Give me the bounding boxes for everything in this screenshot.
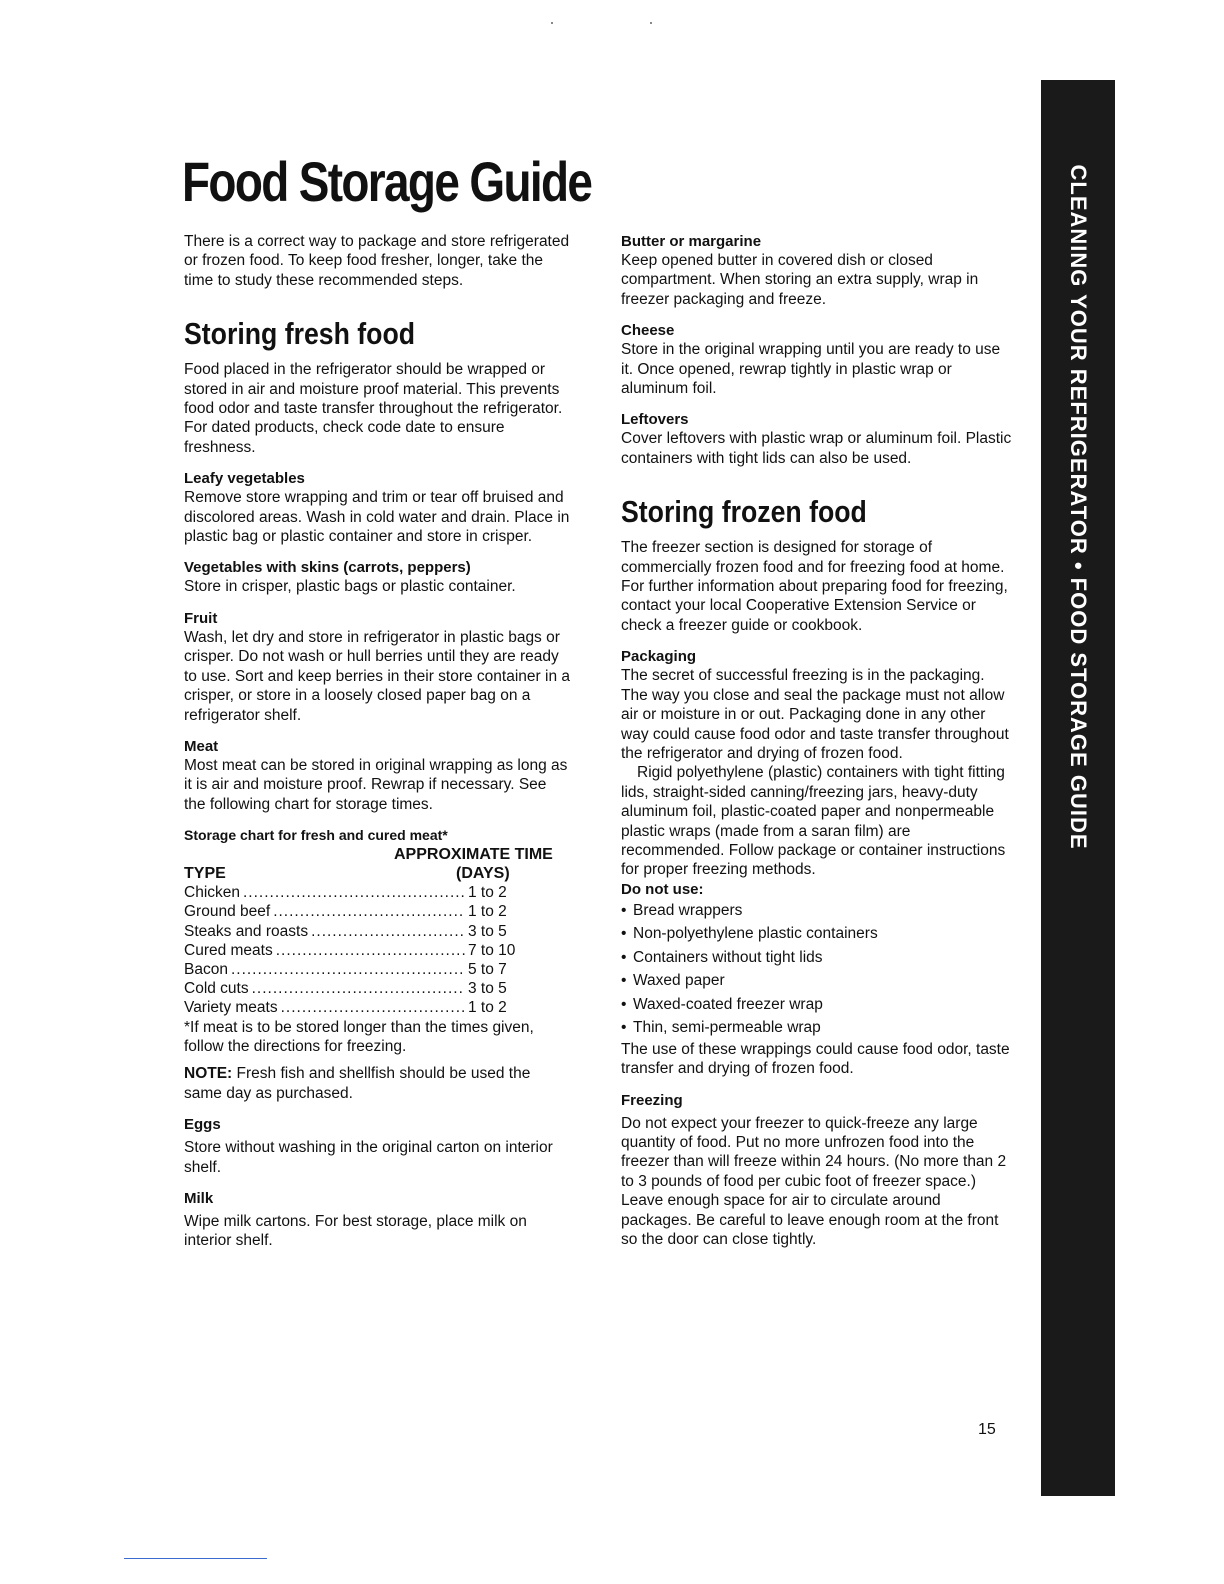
- scan-speck: [650, 22, 652, 24]
- meat-type: Cold cuts: [184, 980, 249, 998]
- eggs-text: Store without washing in the original carton on interior shelf.: [184, 1139, 553, 1176]
- type-header: TYPE: [184, 865, 226, 883]
- fruit-heading: Fruit: [184, 609, 218, 627]
- packaging-text-2: Rigid polyethylene (plastic) containers with tight fitting lids, straight-sided canning/freezing jars, heavy-duty aluminum foil, plastic-coated paper and nonpermeable plastic wraps (made from a saran film) are recommended. Follow package or container instructions for proper freezing methods.: [621, 764, 1006, 879]
- meat-type: Cured meats: [184, 941, 273, 959]
- list-item: • Non-polyethylene plastic containers: [621, 925, 878, 943]
- butter-text: Keep opened butter in covered dish or closed compartment. When storing an extra supply, wrap in freezer packaging and freeze.: [621, 252, 979, 308]
- cheese-heading: Cheese: [621, 322, 675, 340]
- storage-days: 1 to 2: [468, 999, 507, 1017]
- vegetables-with-skins-heading: Vegetables with skins (carrots, peppers): [184, 559, 471, 577]
- meat-type: Steaks and roasts: [184, 922, 309, 940]
- note-text: [184, 1064, 572, 1103]
- list-item: • Bread wrappers: [621, 901, 743, 919]
- scan-speck: [551, 22, 553, 24]
- storage-days: 3 to 5: [468, 980, 507, 998]
- table-row: [184, 979, 514, 998]
- packaging-heading: Packaging: [621, 648, 697, 666]
- left-column: [184, 232, 572, 1251]
- table-row: [184, 998, 514, 1017]
- storage-days: 7 to 10: [468, 941, 516, 959]
- leafy-vegetables-text: Remove store wrapping and trim or tear off bruised and discolored areas. Wash in cold water and drain. Place in plastic bag or plastic container and store in crisper.: [184, 489, 570, 546]
- leftovers-text: Cover leftovers with plastic wrap or aluminum foil. Plastic containers with tight lids can also be used.: [621, 430, 1012, 467]
- freezing-text: Do not expect your freezer to quick-freeze any large quantity of food. Put no more unfrozen food into the freezer than will freeze within 24 hours. (No more than 2 to 3 pounds of food per cubic foot of freezer space.) Leave enough space for air to circulate around packages. Be careful to leave enough room at the front so the door can close tightly.: [621, 1114, 1007, 1248]
- intro-text: There is a correct way to package and store refrigerated or frozen food. To keep food fresher, longer, take the time to study these recommended steps.: [184, 233, 570, 289]
- meat-type: Bacon: [184, 960, 228, 978]
- fruit-text: Wash, let dry and store in refrigerator in plastic bags or crisper. Do not wash or hull berries until they are ready to use. Sort and keep berries in their store container in a crisper, or store in a loosely closed paper bag on a refrigerator shelf.: [184, 628, 570, 724]
- storage-days: 5 to 7: [468, 960, 507, 978]
- list-item: • Thin, semi-permeable wrap: [621, 1019, 821, 1037]
- approximate-time-header: APPROXIMATE TIME: [394, 846, 553, 864]
- storing-frozen-food-heading: Storing frozen food: [621, 494, 867, 530]
- table-row: [184, 941, 514, 960]
- fresh-food-text: Food placed in the refrigerator should be wrapped or stored in air and moisture proof material. This prevents food odor and taste transfer throughout the refrigerator. For dated products, check code date to ensure freshness.: [184, 361, 563, 456]
- note-label: NOTE:: [184, 1065, 233, 1083]
- storage-days: 1 to 2: [468, 884, 507, 902]
- footer-rule: [124, 1558, 267, 1559]
- storage-days: 1 to 2: [468, 903, 507, 921]
- storage-chart-title: Storage chart for fresh and cured meat*: [184, 827, 448, 844]
- do-not-use-heading: Do not use:: [621, 880, 704, 898]
- list-item: • Waxed paper: [621, 972, 725, 990]
- page-title: Food Storage Guide: [182, 150, 592, 213]
- eggs-heading: Eggs: [184, 1116, 221, 1134]
- page-number: 15: [978, 1421, 996, 1438]
- do-not-use-list: [621, 899, 1013, 1040]
- milk-heading: Milk: [184, 1189, 214, 1207]
- meat-storage-chart: [184, 826, 572, 1056]
- meat-text: Most meat can be stored in original wrapping as long as it is air and moisture proof. Rewrap if necessary. See the following chart for storage times.: [184, 756, 568, 813]
- meat-type: Chicken: [184, 884, 240, 902]
- storing-fresh-food-heading: Storing fresh food: [184, 316, 416, 352]
- freezing-heading: Freezing: [621, 1091, 683, 1109]
- milk-text: Wipe milk cartons. For best storage, place milk on interior shelf.: [184, 1212, 527, 1250]
- meat-type: Variety meats: [184, 999, 278, 1017]
- chart-footnote: *If meat is to be stored longer than the times given, follow the directions for freezing.: [184, 1018, 534, 1055]
- table-row: [184, 960, 514, 979]
- vegetables-with-skins-text: Store in crisper, plastic bags or plastic container.: [184, 578, 516, 596]
- list-item: • Waxed-coated freezer wrap: [621, 995, 823, 1013]
- table-row: [184, 883, 514, 902]
- note-body: Fresh fish and shellfish should be used the same day as purchased.: [184, 1065, 531, 1102]
- table-row: [184, 902, 514, 921]
- list-item: • Containers without tight lids: [621, 948, 823, 966]
- days-header: (DAYS): [456, 865, 510, 883]
- side-tab-label: CLEANING YOUR REFRIGERATOR • FOOD STORAGE GUIDE: [1066, 164, 1091, 850]
- storage-chart-header: [184, 845, 572, 883]
- frozen-food-text: The freezer section is designed for storage of commercially frozen food and for freezing food at home. For further information about preparing food for freezing, contact your local Cooperative Extension Service or check a freezer guide or cookbook.: [621, 539, 1008, 634]
- table-row: [184, 922, 514, 941]
- wrappings-warning-text: The use of these wrappings could cause food odor, taste transfer and drying of frozen food.: [621, 1040, 1010, 1078]
- meat-heading: Meat: [184, 737, 219, 755]
- cheese-text: Store in the original wrapping until you are ready to use it. Once opened, rewrap tightly in plastic wrap or aluminum foil.: [621, 341, 1001, 398]
- right-column: [621, 232, 1013, 1249]
- storage-days: 3 to 5: [468, 922, 507, 940]
- meat-type: Ground beef: [184, 903, 271, 921]
- leftovers-heading: Leftovers: [621, 411, 689, 429]
- packaging-text: The secret of successful freezing is in the packaging. The way you close and seal the package must not allow air or moisture in or out. Packaging done in any other way could cause food odor and taste transfer throughout the refrigerator and drying of frozen food.: [621, 667, 1009, 762]
- butter-heading: Butter or margarine: [621, 233, 762, 250]
- leafy-vegetables-heading: Leafy vegetables: [184, 470, 305, 488]
